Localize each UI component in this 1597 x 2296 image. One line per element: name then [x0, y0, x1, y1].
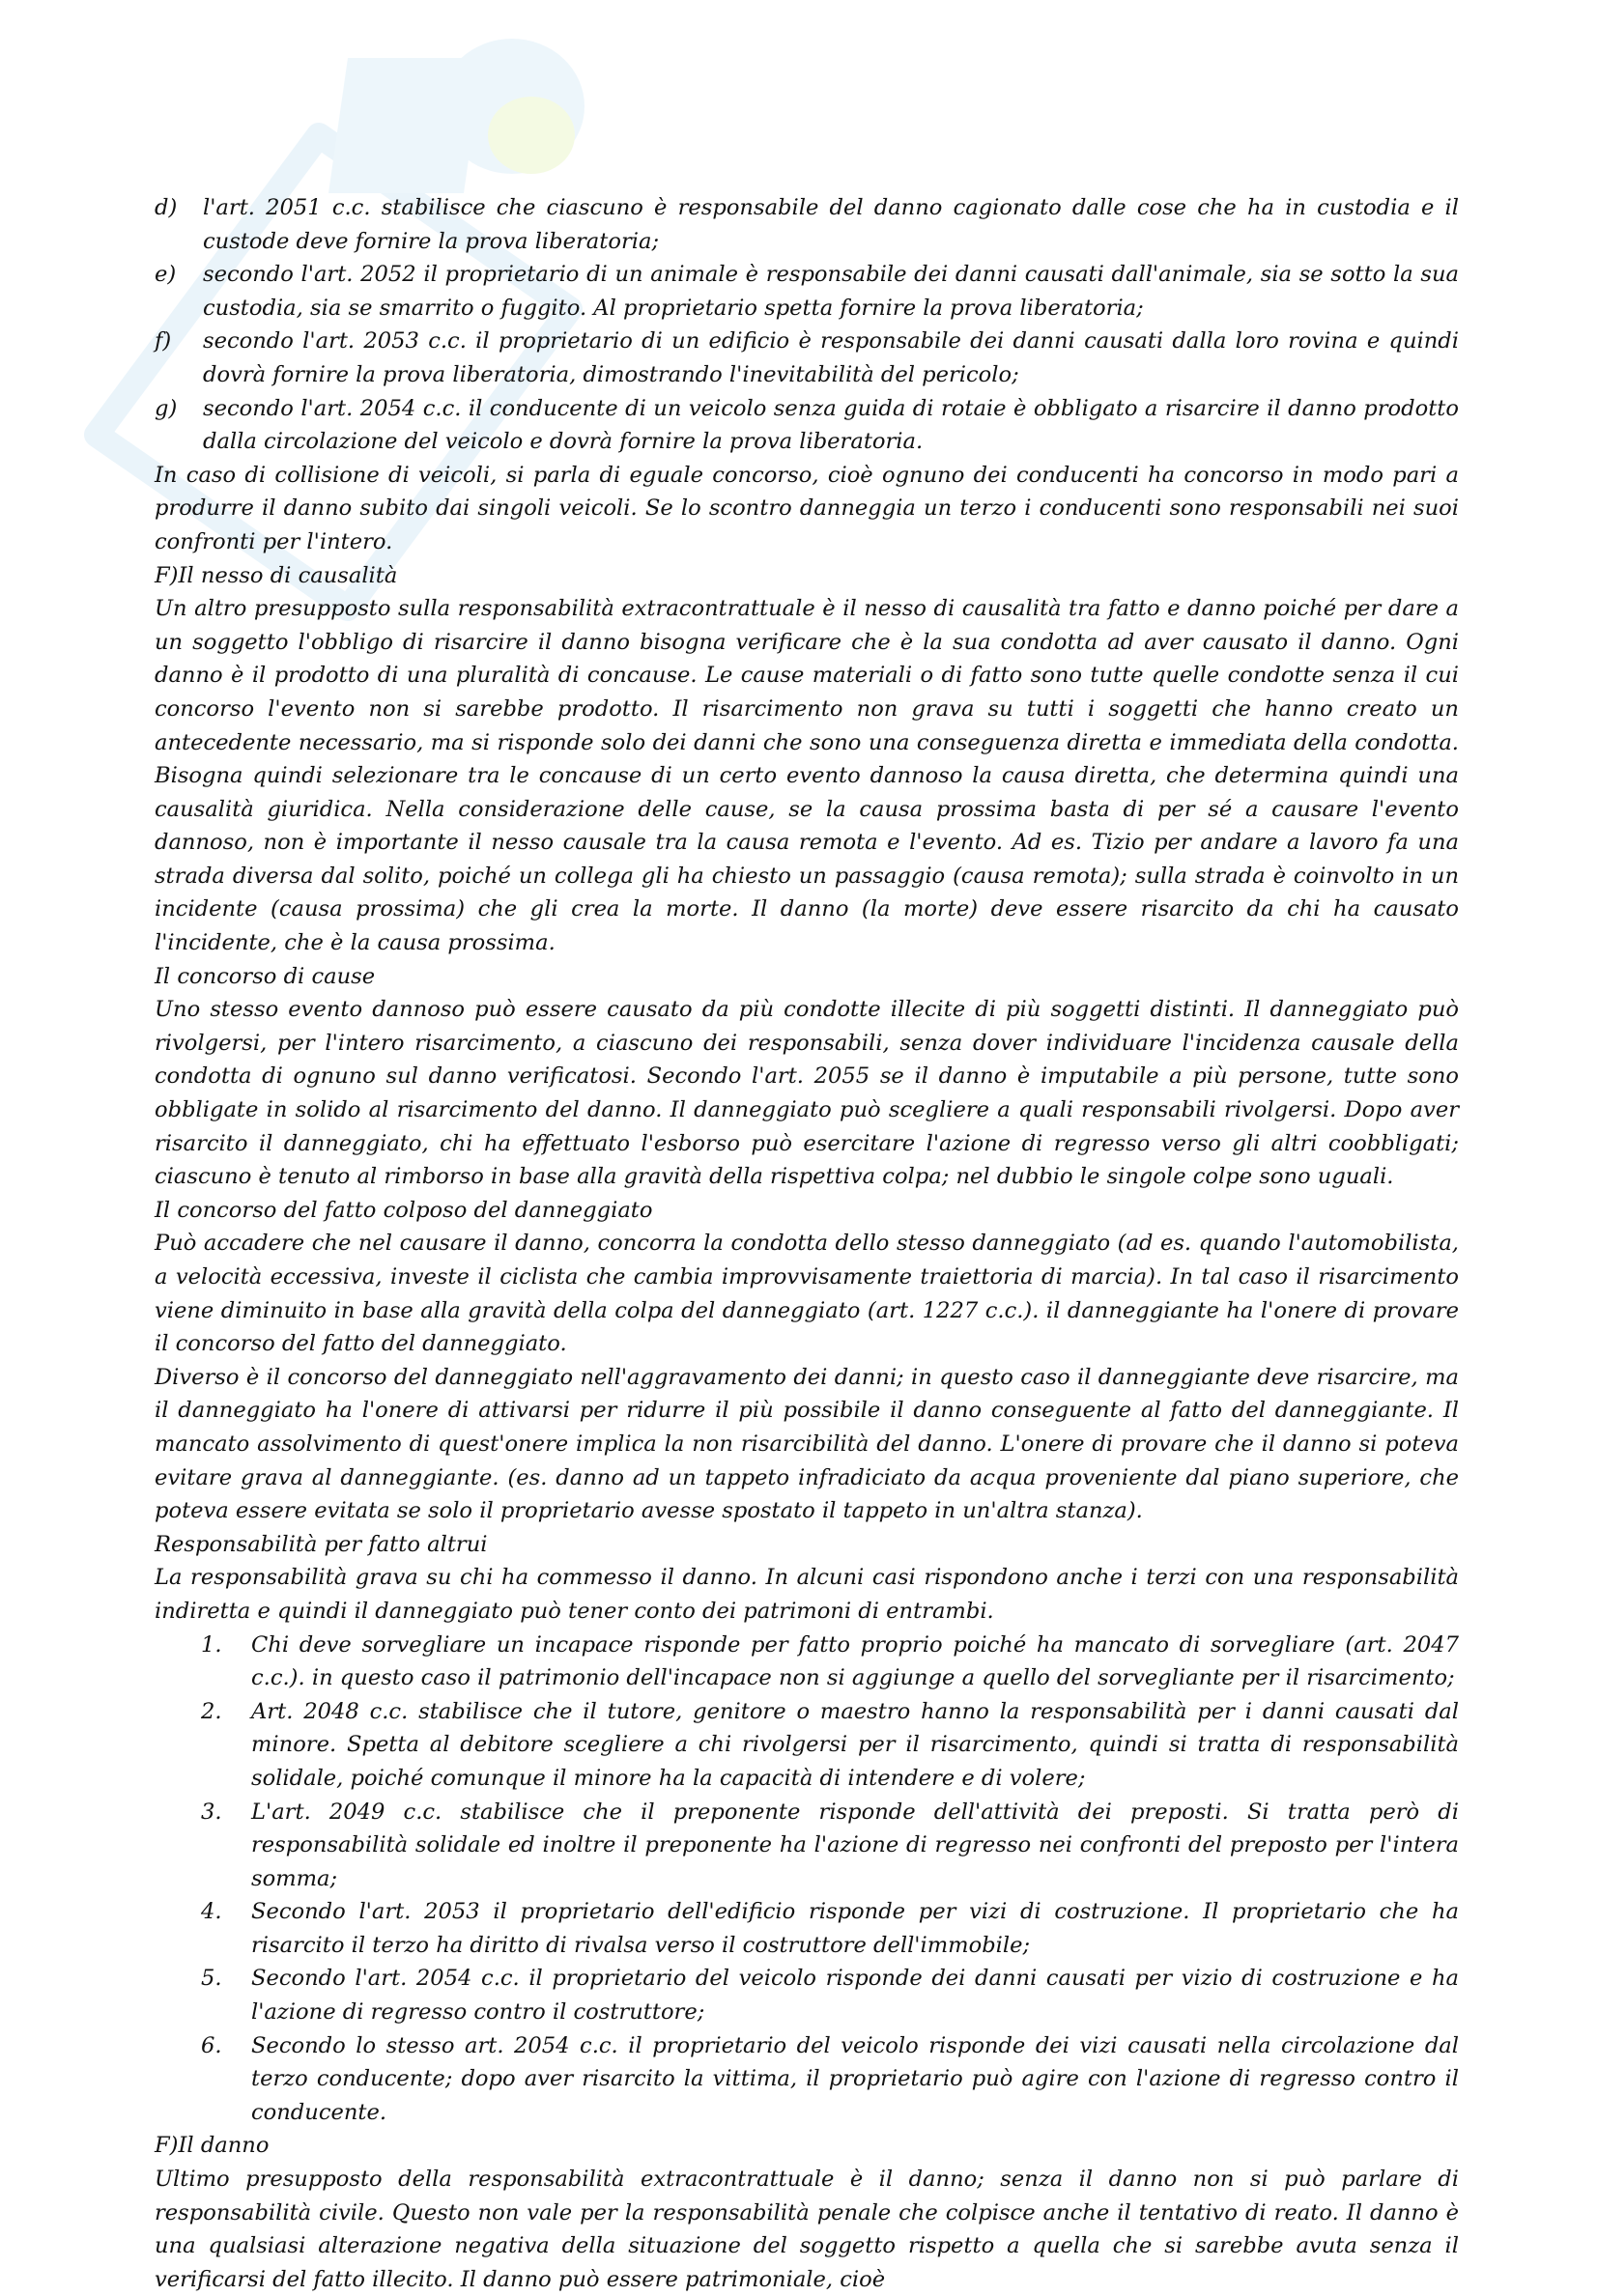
- list-item-text: l'art. 2051 c.c. stabilisce che ciascuno è responsabile del danno cagionato dalle cose che ha in custodia e il custode deve fornire la prova liberatoria;: [203, 195, 1459, 254]
- paragraph-danno: Ultimo presupposto della responsabilità extracontrattuale è il danno; senza il danno non si può parlare di responsabilità civile. Questo non vale per la responsabilità penale che colpisce anche il tentativo di reato. Il danno è una qualsiasi alterazione negativa della situazione del soggetto rispetto a quella che si sarebbe avuta senza il verificarsi del fatto illecito. Il danno può essere patrimoniale, cioè: [155, 2167, 1459, 2292]
- paragraph-fatto-colposo-2: Diverso è il concorso del danneggiato nell'aggravamento dei danni; in questo caso il danneggiante deve risarcire, ma il danneggiato ha l'onere di attivarsi per ridurre il più possibile il danno conseguente al fatto del danneggiante. Il mancato assolvimento di quest'onere implica la non risarcibilità del danno. L'onere di provare che il danno si poteva evitare grava al danneggiante. (es. danno ad un tappeto infradiciato da acqua proveniente dal piano superiore, che poteva essere evitata se solo il proprietario avesse spostato il tappeto in un'altra stanza).: [155, 1364, 1459, 1524]
- paragraph-nesso-causalita: Un altro presupposto sulla responsabilità extracontrattuale è il nesso di causalità tra fatto e danno poiché per dare a un soggetto l'obbligo di risarcire il danno bisogna verificare che è la sua condotta ad aver causato il danno. Ogni danno è il prodotto di una pluralità di concause. Le cause materiali o di fatto sono tutte quelle condotte senza il cui concorso l'evento non si sarebbe prodotto. Il risarcimento non grava su tutti i soggetti che hanno creato un antecedente necessario, ma si risponde solo dei danni che sono una conseguenza diretta e immediata della condotta. Bisogna quindi selezionare tra le concause di un certo evento dannoso la causa diretta, che determina quindi una causalità giuridica. Nella considerazione delle cause, se la causa prossima basta di per sé a causare l'evento dannoso, non è importante il nesso causale tra la causa remota e l'evento. Ad es. Tizio per andare a lavoro fa una strada diversa dal solito, poiché un collega gli ha chiesto un passaggio (causa remota); sulla strada è coinvolto in un incidente (causa prossima) che gli crea la morte. Il danno (la morte) deve essere risarcito da chi ha causato l'incidente, che è la causa prossima.: [155, 596, 1459, 956]
- list-marker: e): [155, 262, 177, 288]
- list-item: [155, 325, 1459, 391]
- list-item: [155, 1796, 1459, 1896]
- list-item-text: Secondo l'art. 2054 c.c. il proprietario del veicolo risponde dei danni causati per vizio di costruzione e ha l'azione di regresso contro il costruttore;: [251, 1966, 1459, 2026]
- list-marker: g): [155, 395, 178, 421]
- paragraph-concorso-cause: Uno stesso evento dannoso può essere causato da più condotte illecite di più soggetti distinti. Il danneggiato può rivolgersi, per l'intero risarcimento, a ciascuno dei responsabili, senza dover individuare l'incidenza causale della condotta di ognuno sul danno verificatosi. Secondo l'art. 2055 se il danno è imputabile a più persone, tutte sono obbligate in solido al risarcimento del danno. Il danneggiato può scegliere a quali responsabili rivolgersi. Dopo aver risarcito il danneggiato, chi ha effettuato l'esborso può esercitare l'azione di regresso verso gli altri coobbligati; ciascuno è tenuto al rimborso in base alla gravità della rispettiva colpa; nel dubbio le singole colpe sono uguali.: [155, 997, 1459, 1190]
- list-marker: 1.: [201, 1631, 222, 1658]
- list-marker: 3.: [201, 1799, 222, 1825]
- list-item: [155, 191, 1459, 258]
- list-marker: 4.: [201, 1899, 222, 1925]
- list-item-text: secondo l'art. 2052 il proprietario di un animale è responsabile dei danni causati dall'animale, sia se sotto la sua custodia, sia se smarrito o fuggito. Al proprietario spetta fornire la prova liberatoria;: [203, 262, 1459, 321]
- list-item: [155, 1895, 1459, 1962]
- list-item-text: L'art. 2049 c.c. stabilisce che il preponente risponde dell'attività dei preposti. Si tratta però di responsabilità solidale ed inoltre il preponente ha l'azione di regresso nei confronti del preposto per l'intera somma;: [251, 1799, 1459, 1891]
- list-marker: 6.: [201, 2032, 222, 2058]
- paragraph-collisione: In caso di collisione di veicoli, si parla di eguale concorso, cioè ognuno dei conducenti ha concorso in modo pari a produrre il danno subito dai singoli veicoli. Se lo scontro danneggia un terzo i conducenti sono responsabili nei suoi confronti per l'intero.: [155, 462, 1459, 554]
- heading-danno: F)Il danno: [155, 2133, 270, 2159]
- list-marker: f): [155, 328, 172, 354]
- list-item-text: Secondo l'art. 2053 il proprietario dell'edificio risponde per vizi di costruzione. Il proprietario che ha risarcito il terzo ha diritto di rivalsa verso il costruttore dell'immobile;: [251, 1899, 1459, 1958]
- heading-concorso-cause: Il concorso di cause: [155, 963, 376, 989]
- list-item-text: Secondo lo stesso art. 2054 c.c. il proprietario del veicolo risponde dei vizi causati nella circolazione dal terzo conducente; dopo aver risarcito la vittima, il proprietario può agire con l'azione di regresso contro il conducente.: [251, 2032, 1459, 2125]
- lettered-list: [155, 191, 1459, 459]
- list-marker: 2.: [201, 1698, 222, 1724]
- list-marker: 5.: [201, 1966, 222, 1992]
- paragraph-fatto-altrui: La responsabilità grava su chi ha commesso il danno. In alcuni casi rispondono anche i terzi con una responsabilità indiretta e quindi il danneggiato può tener conto dei patrimoni di entrambi.: [155, 1565, 1459, 1624]
- document-page: [155, 191, 1459, 2296]
- list-item-text: secondo l'art. 2054 c.c. il conducente di un veicolo senza guida di rotaie è obbligato a risarcire il danno prodotto dalla circolazione del veicolo e dovrà fornire la prova liberatoria.: [203, 395, 1459, 455]
- list-item: [155, 392, 1459, 459]
- paragraph-fatto-colposo-1: Può accadere che nel causare il danno, concorra la condotta dello stesso danneggiato (ad es. quando l'automobilista, a velocità eccessiva, investe il ciclista che cambia improvvisamente traiettoria di marcia). In tal caso il risarcimento viene diminuito in base alla gravità della colpa del danneggiato (art. 1227 c.c.). il danneggiante ha l'onere di provare il concorso del fatto del danneggiato.: [155, 1231, 1459, 1357]
- list-marker: d): [155, 195, 178, 220]
- numbered-list: [155, 1629, 1459, 2130]
- heading-fatto-altrui: Responsabilità per fatto altrui: [155, 1531, 488, 1557]
- list-item: [155, 1695, 1459, 1796]
- list-item: [155, 258, 1459, 325]
- list-item-text: secondo l'art. 2053 c.c. il proprietario di un edificio è responsabile dei danni causati dalla loro rovina e quindi dovrà fornire la prova liberatoria, dimostrando l'inevitabilità del pericolo;: [203, 328, 1459, 387]
- list-item-text: Art. 2048 c.c. stabilisce che il tutore, genitore o maestro hanno la responsabilità per i danni causati dal minore. Spetta al debitore scegliere a chi rivolgersi per il risarcimento, quindi si tratta di responsabilità solidale, poiché comunque il minore ha la capacità di intendere e di volere;: [251, 1698, 1459, 1791]
- list-item: [155, 1629, 1459, 1695]
- heading-nesso-causalita: F)Il nesso di causalità: [155, 562, 398, 588]
- list-item: [155, 1962, 1459, 2028]
- list-item-text: Chi deve sorvegliare un incapace risponde per fatto proprio poiché ha mancato di sorvegliare (art. 2047 c.c.). in questo caso il patrimonio dell'incapace non si aggiunge a quello del sorvegliante per il risarcimento;: [251, 1631, 1459, 1691]
- heading-fatto-colposo: Il concorso del fatto colposo del danneggiato: [155, 1197, 653, 1223]
- list-item: [155, 2029, 1459, 2130]
